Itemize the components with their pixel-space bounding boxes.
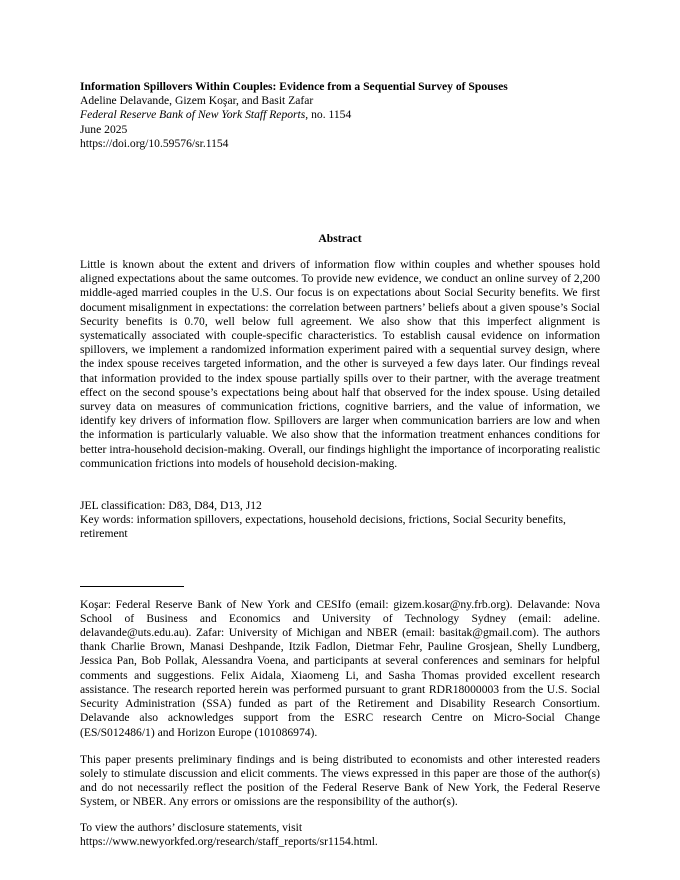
abstract-heading: Abstract	[318, 232, 362, 246]
paper-title: Information Spillovers Within Couples: Evidence from a Sequential Survey of Spouses	[80, 80, 508, 93]
author-affiliations-note: Koşar: Federal Reserve Bank of New York and CESIfo (email: gizem.kosar@ny.frb.org). Delavande: Nova School of Business and Economics and University of Technology Sydney (email: adeline. delavande@uts.edu.au). Zafar: University of Michigan and NBER (email: basitak@gmail.com). The authors thank Charlie Brown, Manasi Deshpande, Itzik Fadlon, Dietmar Fehr, Pauline Grosjean, Shelly Lundberg, Jessica Pan, Bob Pollak, Alessandra Voena, and participants at several conferences and seminars for helpful comments and suggestions. Felix Aidala, Xiaomeng Li, and Sasha Thomas provided excellent research assistance. The research reported herein was performed pursuant to grant RDR18000003 from the U.S. Social Security Administration (SSA) funded as part of the Retirement and Disability Research Consortium. Delavande also acknowledges support from the ESRC research Centre on Micro-Social Change (ES/S012486/1) and Horizon Europe (101086974).	[80, 597, 600, 739]
series-name: Federal Reserve Bank of New York Staff Reports	[80, 108, 306, 122]
paper-header	[80, 80, 600, 151]
abstract-text: Little is known about the extent and drivers of information flow within couples and whether spouses hold aligned expectations about the same outcomes. To provide new evidence, we conduct an online survey of 2,200 middle-aged married couples in the U.S. Our focus is on expectations about Social Security benefits. We first document misalignment in expectations: the correlation between partners’ beliefs about a given spouse’s Social Security benefits is 0.70, well below full agreement. We also show that this imperfect alignment is systematically associated with couple-specific characteristics. To establish causal evidence on information spillovers, we implement a randomized information experiment paired with a sequential survey design, where the index spouse receives targeted information, and the other is surveyed a few days later. Our findings reveal that information provided to the index spouse partially spills over to their partner, with the average treatment effect on the second spouse’s expectations being about half that observed for the index spouse. Using detailed survey data on measures of communication frictions, cognitive barriers, and the value of information, we identify key drivers of information flow. Spillovers are larger when communication barriers are low and when the information is particularly valuable. We also show that the information treatment enhances conditions for better intra-household decision-making. Overall, our findings highlight the importance of incorporating realistic communication frictions into models of household decision-making.	[80, 258, 600, 470]
disclaimer-note: This paper presents preliminary findings and is being distributed to economists and other interested readers solely to stimulate discussion and elicit comments. The views expressed in this paper are those of the author(s) and do not necessarily reflect the position of the Federal Reserve Bank of New York, the Federal Reserve System, or NBER. Any errors or omissions are the responsibility of the author(s).	[80, 752, 600, 809]
footnote-section	[80, 586, 600, 849]
keywords: Key words: information spillovers, expectations, household decisions, frictions, Social Security benefits, retirement	[80, 513, 566, 541]
abstract-section	[80, 232, 600, 471]
classification-section	[80, 499, 600, 542]
disclosure-intro: To view the authors’ disclosure statements, visit	[80, 820, 303, 834]
doi-link[interactable]: https://doi.org/10.59576/sr.1154	[80, 136, 229, 150]
publication-date: June 2025	[80, 122, 128, 136]
jel-classification: JEL classification: D83, D84, D13, J12	[80, 499, 262, 513]
paper-cover-page	[80, 80, 600, 849]
series-number: , no. 1154	[305, 108, 352, 122]
author-list: Adeline Delavande, Gizem Koşar, and Basit Zafar	[80, 94, 314, 108]
publication-venue	[80, 108, 600, 122]
disclosure-link[interactable]: https://www.newyorkfed.org/research/staff_reports/sr1154.html.	[80, 834, 378, 848]
footnote-divider	[80, 586, 184, 587]
